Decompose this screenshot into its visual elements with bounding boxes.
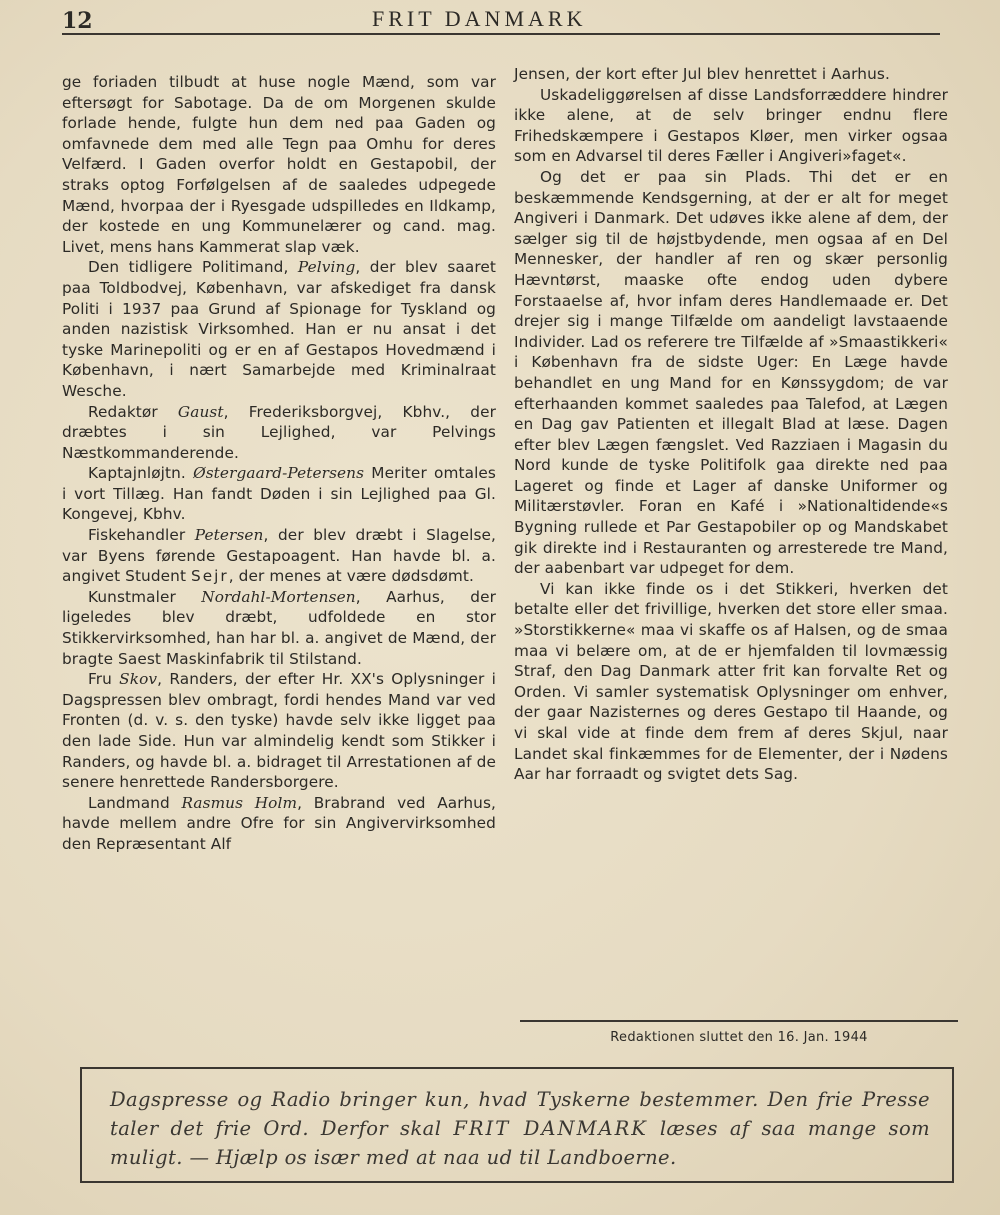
person-name: Østergaard-Petersens (193, 464, 365, 483)
paragraph: Redaktør Gaust, Frederiksborgvej, Kbhv., der dræbtes i sin Lejlighed, var Pelvings Næstkommanderende. (62, 402, 496, 462)
paragraph: Fru Skov, Randers, der efter Hr. XX's Oplysninger i Dagspressen blev ombragt, fordi hendes Mand var ved Fronten (d. v. s. den tyske) havde selv ikke ligget paa den lade Side. Hun var almindelig kendt som Stikker i Randers, og havde bl. a. bidraget til Arrestationen af de senere henrettede Randersborgere. (62, 670, 496, 792)
paragraph: Fiskehandler Petersen, der blev dræbt i Slagelse, var Byens førende Gestapoagent. Han havde bl. a. angivet Student Sejr, der menes at være dødsdømt. (62, 526, 497, 586)
notice-text: Dagspresse og Radio bringer kun, hvad Tyskerne bestemmer. Den frie Presse taler det frie Ord. Derfor skal FRIT DANMARK læses af saa mange som muligt. — Hjælp os især med at naa ud til Landboerne. (110, 1088, 930, 1169)
person-name: Petersen (194, 526, 264, 545)
paper-name: FRIT DANMARK (453, 1117, 648, 1140)
person-name: Skov (119, 670, 158, 689)
person-name-spaced: Sejr (191, 567, 229, 586)
paragraph: Uskadeliggørelsen af disse Landsforræddere hindrer ikke alene, at de selv bringer endnu flere Frihedskæmpere i Gestapos Kløer, men virker ogsaa som en Advarsel til deres Fæller i Angiveri»faget«. (514, 85, 948, 166)
header-rule (62, 33, 940, 35)
paragraph: Og det er paa sin Plads. Thi det er en beskæmmende Kendsgerning, at der er alt for meget Angiveri i Danmark. Det udøves ikke alene af dem, der sælger sig til de højstbydende, men ogsaa af en Del Mennesker, der handler af ren og skær personlig Hævntørst, maaske ofte endog uden dybere Forstaaelse af, hvor infam deres Handlemaade er. Det drejer sig i mange Tilfælde om aandeligt lavstaaende Individer. Lad os referere tre Tilfælde af »Smaastikkeri« i København fra de sidste Uger: En Læge havde behandlet en ung Mand for en Kønssygdom; de var efterhaanden kommet saaledes paa Talefod, at Lægen en Dag gav Patienten et illegalt Blad at læse. Dagen efter blev Lægen fængslet. Ved Razziaen i Magasin du Nord kunde de tyske Politifolk gaa direkte ned paa Lageret og finde et Lager af danske Uniformer og Militærstøvler. Foran en Kafé i »Nationaltidende«s Bygning rullede et Par Gestapobiler op og Mandskabet gik direkte ind i Restauranten og arresterede tre Mand, der aabenbart var udpeget for dem. (514, 167, 948, 578)
person-name: Gaust (177, 402, 224, 421)
left-column (62, 72, 496, 855)
paragraph: Jensen, der kort efter Jul blev henrettet i Aarhus. (514, 65, 890, 83)
paragraph: Den tidligere Politimand, Pelving, der blev saaret paa Toldbodvej, København, var afskediget fra dansk Politi i 1937 paa Grund af Spionage for Tyskland og anden nazistisk Virksomhed. Han er nu ansat i det tyske Marinepoliti og er en af Gestapos Hovedmænd i København, i nært Samarbejde med Kriminalraat Wesche. (62, 258, 496, 400)
paragraph: Vi kan ikke finde os i det Stikkeri, hverken det betalte eller det frivillige, hverken det store eller smaa. »Storstikkerne« maa vi skaffe os af Halsen, og de smaa maa vi belære om, at de er hjemfalden til lovmæssig Straf, den Dag Danmark atter frit kan forvalte Ret og Orden. Vi samler systematisk Oplysninger om enhver, der gaar Nazisternes og deres Gestapo til Haande, og vi skal vide at finde dem frem af deres Skjul, naar Landet skal finkæmmes for de Elementer, der i Nødens Aar har forraadt og svigtet dets Sag. (514, 579, 948, 784)
masthead-title: FRIT DANMARK (372, 6, 587, 31)
paragraph: Landmand Rasmus Holm, Brabrand ved Aarhus, havde mellem andre Ofre for sin Angivervirksomhed den Repræsentant Alf (62, 793, 496, 853)
notice-box (80, 1067, 954, 1183)
article-end-rule (520, 1020, 958, 1022)
page-number: 12 (62, 8, 93, 34)
editorial-note: Redaktionen sluttet den 16. Jan. 1944 (610, 1030, 868, 1045)
paragraph: Kaptajnløjtn. Østergaard-Petersens Meriter omtales i vort Tillæg. Han fandt Døden i sin Lejlighed paa Gl. Kongevej, Kbhv. (62, 464, 497, 524)
person-name: Nordahl-Mortensen (201, 587, 356, 606)
paragraph: ge foriaden tilbudt at huse nogle Mænd, som var eftersøgt for Sabotage. Da de om Morgenen skulde forlade hende, fulgte hun dem ned paa Gaden og omfavnede dem med alle Tegn paa Omhu for deres Velfærd. I Gaden overfor holdt en Gestapobil, der straks optog Forfølgelsen af de saaledes udpegede Mænd, hvorpaa der i Ryesgade udspilledes en Ildkamp, der kostede en ung Kommunelærer og cand. mag. Livet, mens hans Kammerat slap væk. (62, 73, 496, 256)
person-name: Rasmus Holm (181, 793, 298, 812)
paragraph: Kunstmaler Nordahl-Mortensen, Aarhus, der ligeledes blev dræbt, udfoldede en stor Stikkervirksomhed, han har bl. a. angivet de Mænd, der bragte Saest Maskinfabrik til Stilstand. (62, 587, 496, 668)
person-name: Pelving (297, 258, 356, 277)
right-column (514, 64, 948, 785)
page-header (62, 4, 942, 34)
